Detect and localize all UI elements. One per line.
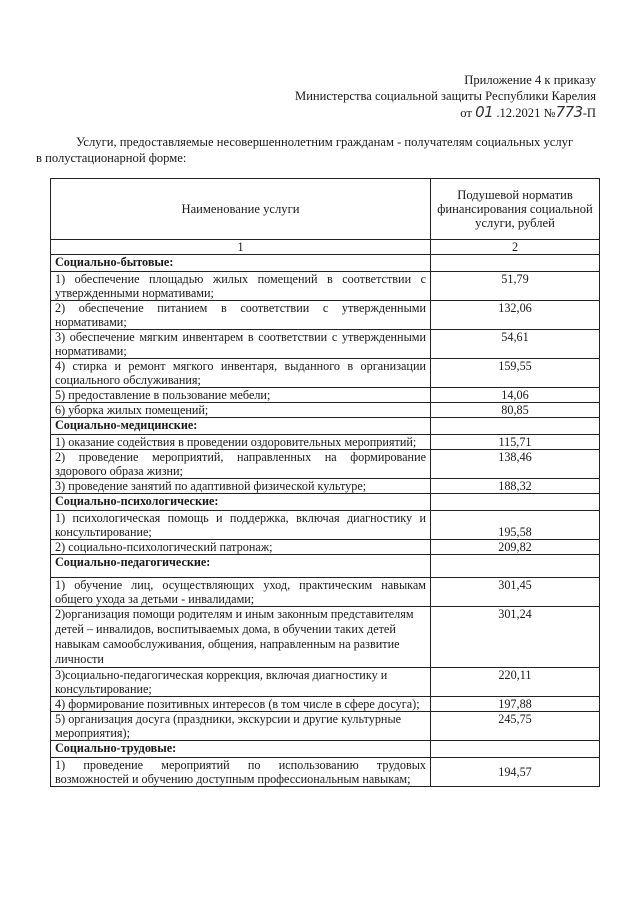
date-prefix: от [460,106,472,120]
value-cell: 194,57 [431,758,600,787]
table-header-row [51,179,600,240]
service-cell: 5) предоставление в пользование мебели; [51,388,431,403]
value-cell: 115,71 [431,435,600,450]
ministry-line: Министерства социальной защиты Республики Карелия [295,89,596,103]
table-row [51,388,600,403]
table-row [51,578,600,607]
value-cell: 301,45 [431,578,600,607]
value-cell: 188,32 [431,479,600,494]
intro-paragraph [36,134,600,166]
service-cell: 4) стирка и ремонт мягкого инвентаря, выданного в организации социального обслуживания; [51,359,431,388]
order-suffix: -П [582,106,596,120]
section-title: Социально-педагогические: [51,555,431,578]
section-row [51,555,600,578]
table-row [51,272,600,301]
section-title: Социально-медицинские: [51,418,431,435]
column-number-2: 2 [431,240,600,255]
service-cell: 2) проведение мероприятий, направленных на формирование здорового образа жизни; [51,450,431,479]
section-title: Социально-бытовые: [51,255,431,272]
section-row [51,255,600,272]
column-number-row [51,240,600,255]
table-row [51,479,600,494]
value-cell: 159,55 [431,359,600,388]
service-cell: 1) обеспечение площадью жилых помещений в соответствии с утвержденными нормативами; [51,272,431,301]
value-cell: 195,58 [431,511,600,540]
handwritten-day: 01 [475,103,494,121]
value-cell: 14,06 [431,388,600,403]
handwritten-order-number: 773 [555,103,583,121]
table-row [51,712,600,741]
value-cell: 138,46 [431,450,600,479]
value-cell: 197,88 [431,697,600,712]
service-cell: 1) оказание содействия в проведении оздоровительных мероприятий; [51,435,431,450]
value-cell: 220,11 [431,668,600,697]
table-row [51,330,600,359]
service-cell: 2) социально-психологический патронаж; [51,540,431,555]
table-row [51,758,600,787]
table-row [51,607,600,668]
table-body [51,255,600,787]
table-row [51,435,600,450]
service-cell: 5) организация досуга (праздники, экскурсии и другие культурные мероприятия); [51,712,431,741]
service-cell: 2) обеспечение питанием в соответствии с утвержденными нормативами; [51,301,431,330]
section-row [51,494,600,511]
value-cell: 301,24 [431,607,600,668]
services-table [50,178,600,787]
order-header [295,72,596,121]
section-row [51,741,600,758]
service-cell: 3)социально-педагогическая коррекция, включая диагностику и консультирование; [51,668,431,697]
table-row [51,540,600,555]
service-cell: 4) формирование позитивных интересов (в том числе в сфере досуга); [51,697,431,712]
service-cell: 1) обучение лиц, осуществляющих уход, практическим навыкам общего ухода за детьми - инвалидами; [51,578,431,607]
service-cell: 3) проведение занятий по адаптивной физической культуре; [51,479,431,494]
table-row [51,697,600,712]
service-cell: 2)организация помощи родителям и иным законным представителям детей – инвалидов, воспитываемых дома, в обучении таких детей навыкам самообслуживания, общения, направленным на развитие личности [51,607,431,668]
table-row [51,403,600,418]
order-date-line [295,104,596,121]
table-row [51,359,600,388]
service-name-header: Наименование услуги [51,179,431,240]
value-cell: 245,75 [431,712,600,741]
section-title: Социально-психологические: [51,494,431,511]
table-row [51,301,600,330]
intro-line-2: в полустационарной форме: [36,151,187,165]
column-number-1: 1 [51,240,431,255]
value-cell: 51,79 [431,272,600,301]
value-cell: 132,06 [431,301,600,330]
table-row [51,511,600,540]
section-row [51,418,600,435]
table-row [51,668,600,697]
table-row [51,450,600,479]
date-rest: .12.2021 № [496,106,556,120]
value-cell: 80,85 [431,403,600,418]
value-cell: 54,61 [431,330,600,359]
appendix-line: Приложение 4 к приказу [464,73,596,87]
service-cell: 6) уборка жилых помещений; [51,403,431,418]
service-cell: 1) психологическая помощь и поддержка, включая диагностику и консультирование; [51,511,431,540]
norm-header: Подушевой норматив финансирования социальной услуги, рублей [431,179,600,240]
value-cell: 209,82 [431,540,600,555]
service-cell: 3) обеспечение мягким инвентарем в соответствии с утвержденными нормативами; [51,330,431,359]
intro-line-1: Услуги, предоставляемые несовершеннолетним гражданам - получателям социальных услуг [76,135,574,149]
section-title: Социально-трудовые: [51,741,431,758]
service-cell: 1) проведение мероприятий по использованию трудовых возможностей и обучению доступным профессиональным навыкам; [51,758,431,787]
